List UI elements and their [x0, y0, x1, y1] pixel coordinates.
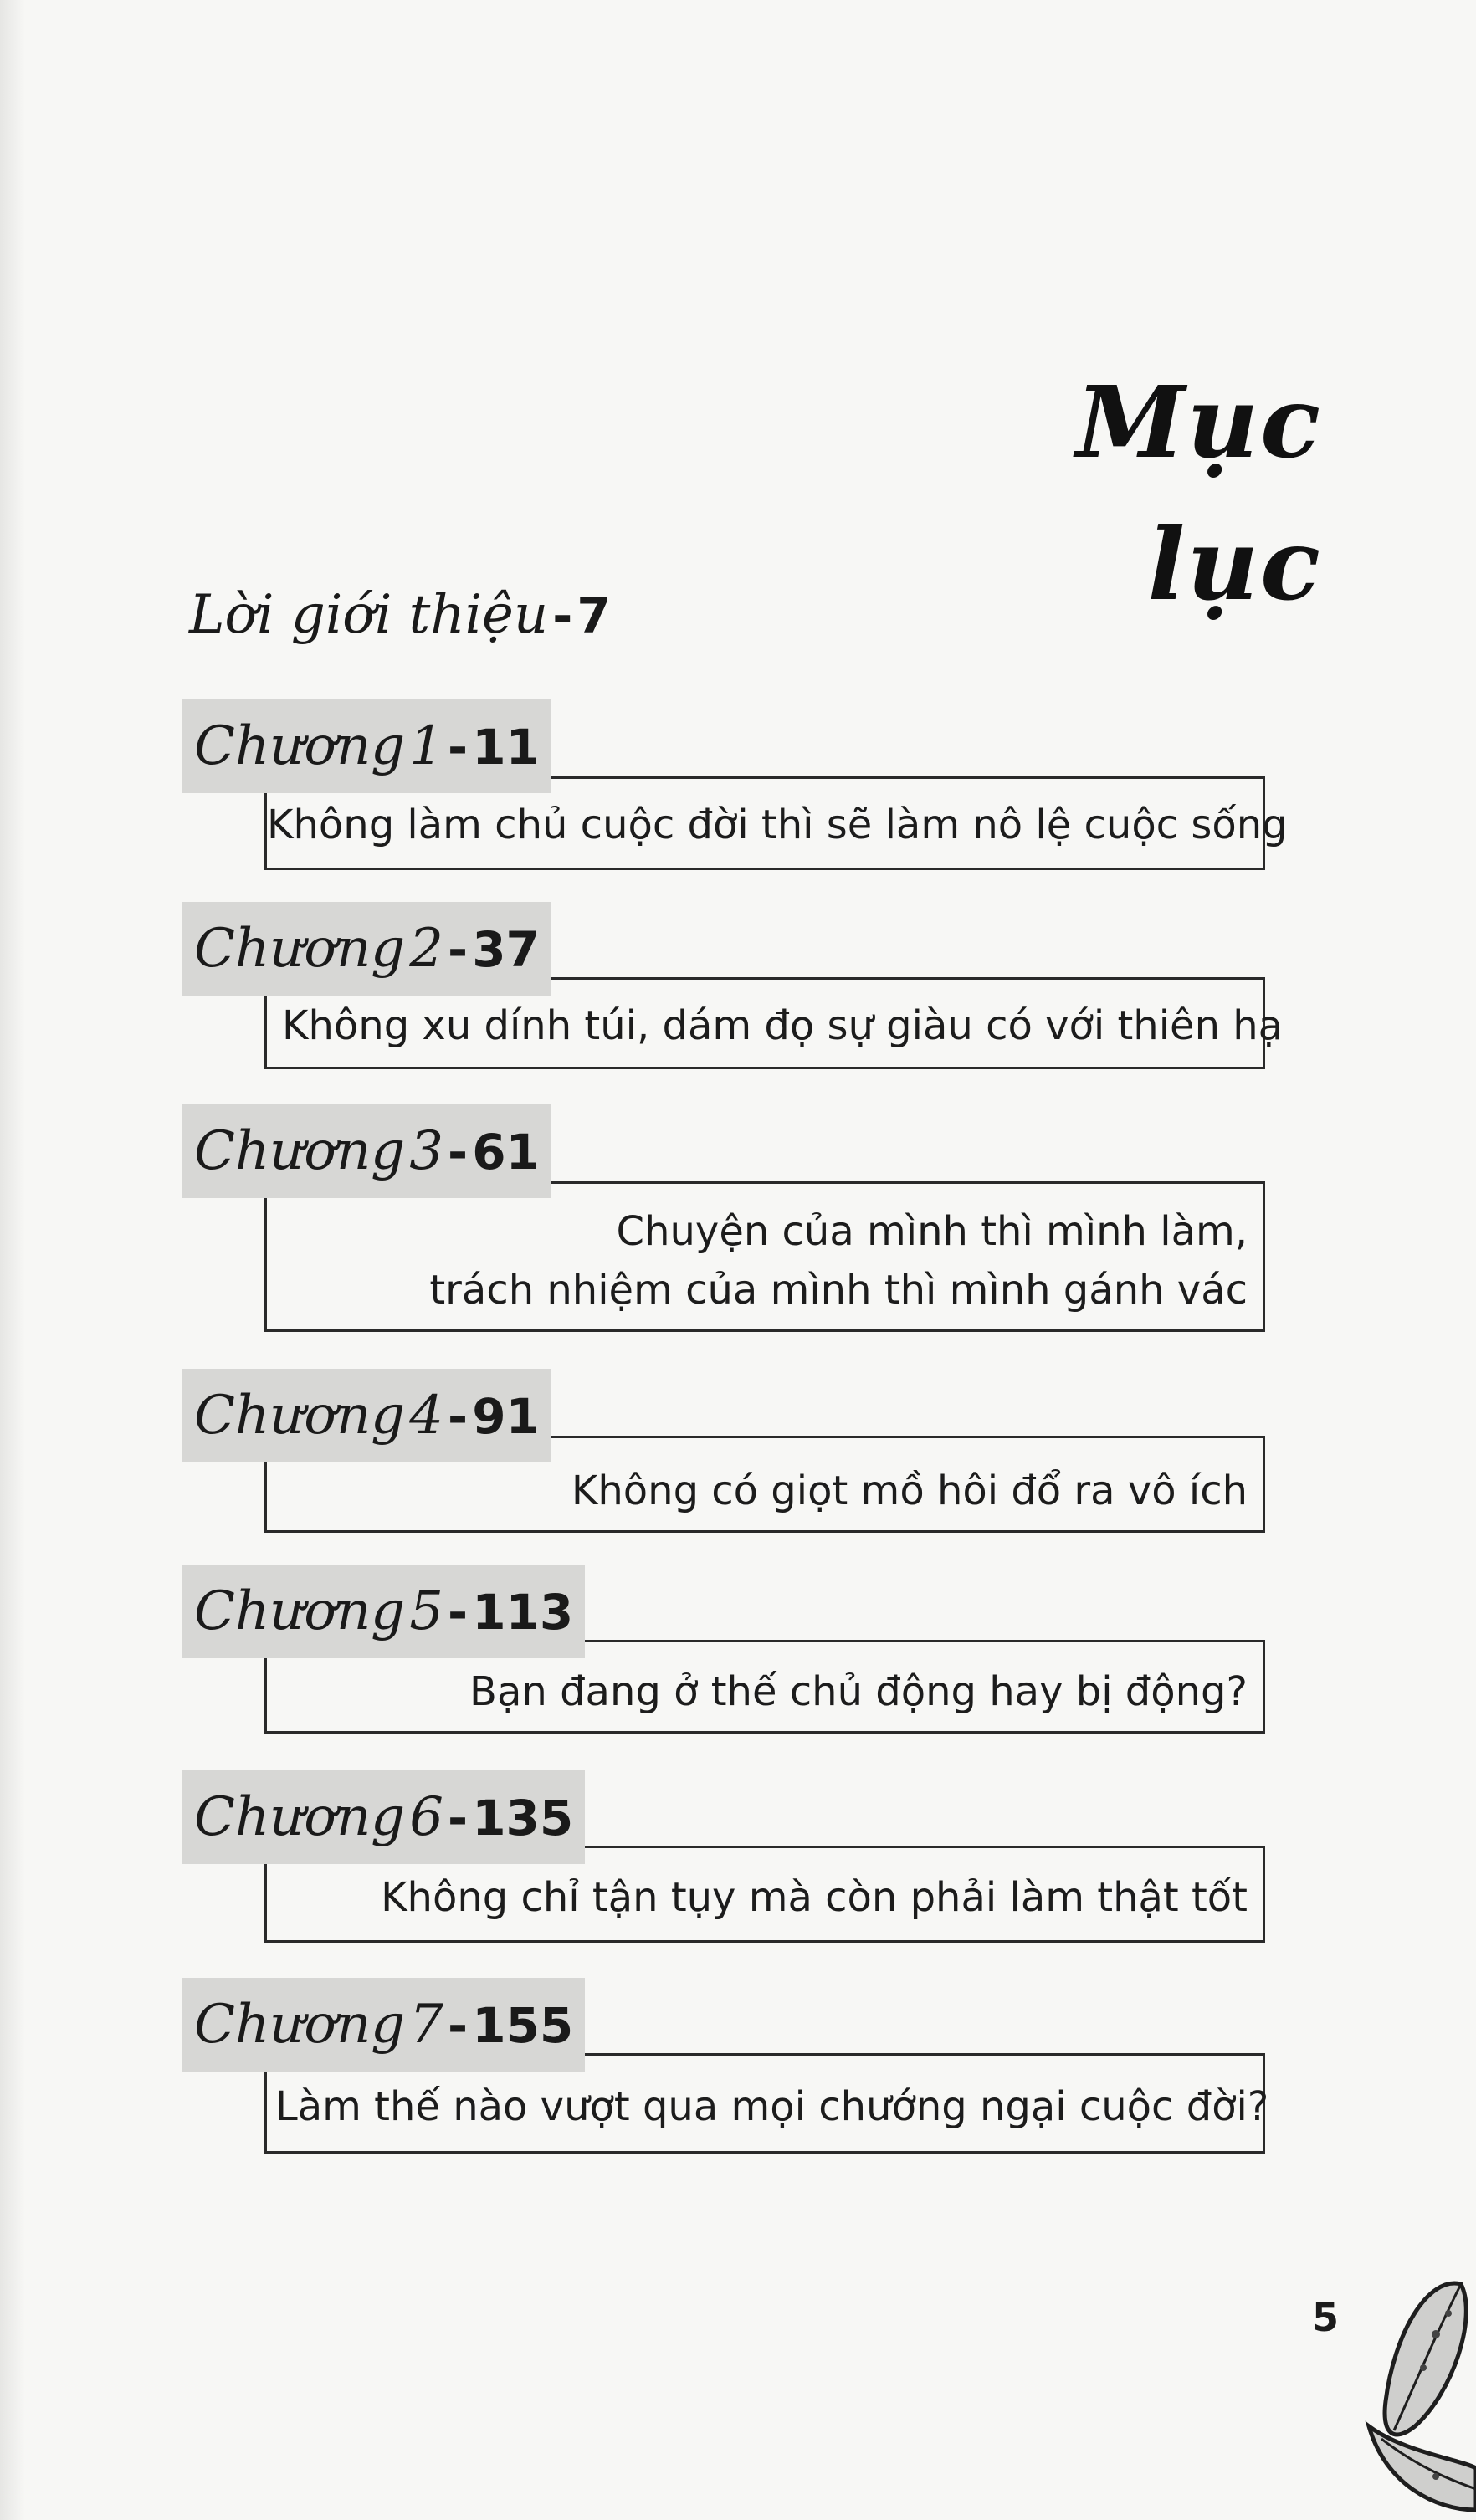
chapter-title-line: Bạn đang ở thế chủ động hay bị động? — [469, 1668, 1248, 1715]
chapter-title-line: Làm thế nào vượt qua mọi chướng ngại cuộc đời? — [275, 2083, 1269, 2130]
chapter-separator: - — [448, 1124, 469, 1181]
chapter-page-number: 155 — [472, 1997, 574, 2054]
intro-label: Lời giới thiệu — [189, 584, 549, 646]
chapter-title-line: Chuyện của mình thì mình làm, — [616, 1208, 1248, 1255]
toc-entry-chapter-5[interactable] — [0, 1565, 1476, 1765]
toc-entry-chapter-7[interactable] — [0, 1978, 1476, 2179]
toc-entry-chapter-4[interactable] — [0, 1369, 1476, 1570]
toc-entry-chapter-1[interactable] — [0, 699, 1476, 900]
chapter-title-line: Không có giọt mồ hôi đổ ra vô ích — [571, 1467, 1248, 1514]
chapter-number: 4 — [409, 1385, 443, 1447]
chapter-number: 6 — [409, 1786, 443, 1848]
chapter-number: 3 — [409, 1120, 443, 1182]
chapter-separator: - — [448, 1584, 469, 1641]
chapter-title-box — [264, 1181, 1265, 1332]
page-number: 5 — [1312, 2295, 1340, 2340]
chapter-number: 7 — [409, 1994, 443, 2056]
chapter-page-number: 135 — [472, 1790, 574, 1846]
toc-entry-chapter-3[interactable] — [0, 1104, 1476, 1314]
chapter-number: 1 — [409, 715, 443, 777]
chapter-number: 5 — [409, 1580, 443, 1642]
intro-page-number: 7 — [577, 587, 611, 644]
chapter-separator: - — [448, 1388, 469, 1445]
chapter-label — [182, 1770, 585, 1864]
chapter-number: 2 — [409, 918, 443, 980]
chapter-label — [182, 699, 551, 793]
chapter-title-line: Không chỉ tận tụy mà còn phải làm thật tốt — [381, 1874, 1248, 1921]
chapter-word: Chương — [194, 715, 406, 777]
chapter-word: Chương — [194, 1385, 406, 1447]
chapter-separator: - — [448, 719, 469, 776]
chapter-label — [182, 1104, 551, 1198]
chapter-label — [182, 1369, 551, 1462]
chapter-label — [182, 1978, 585, 2072]
chapter-separator: - — [448, 1790, 469, 1846]
chapter-word: Chương — [194, 1120, 406, 1182]
chapter-label — [182, 902, 551, 996]
toc-entry-chapter-2[interactable] — [0, 902, 1476, 1103]
chapter-title-line: Không xu dính túi, dám đọ sự giàu có với thiên hạ — [282, 1002, 1284, 1049]
chapter-page-number: 61 — [472, 1124, 540, 1181]
chapter-word: Chương — [194, 1786, 406, 1848]
chapter-word: Chương — [194, 918, 406, 980]
chapter-page-number: 91 — [472, 1388, 540, 1445]
chapter-title-line: trách nhiệm của mình thì mình gánh vác — [429, 1267, 1248, 1314]
chapter-title-line: Không làm chủ cuộc đời thì sẽ làm nô lệ cuộc sống — [267, 802, 1288, 848]
intro-separator: - — [552, 587, 573, 644]
toc-entry-chapter-6[interactable] — [0, 1770, 1476, 1971]
chapter-page-number: 37 — [472, 921, 540, 978]
chapter-label — [182, 1565, 585, 1658]
chapter-separator: - — [448, 1997, 469, 2054]
leaf-decoration-icon — [1335, 2259, 1476, 2520]
chapter-separator: - — [448, 921, 469, 978]
chapter-page-number: 113 — [472, 1584, 574, 1641]
chapter-word: Chương — [194, 1994, 406, 2056]
chapter-word: Chương — [194, 1580, 406, 1642]
toc-entry-intro[interactable] — [189, 569, 611, 661]
chapter-page-number: 11 — [472, 719, 540, 776]
page-title: Mục lục — [1075, 364, 1322, 622]
